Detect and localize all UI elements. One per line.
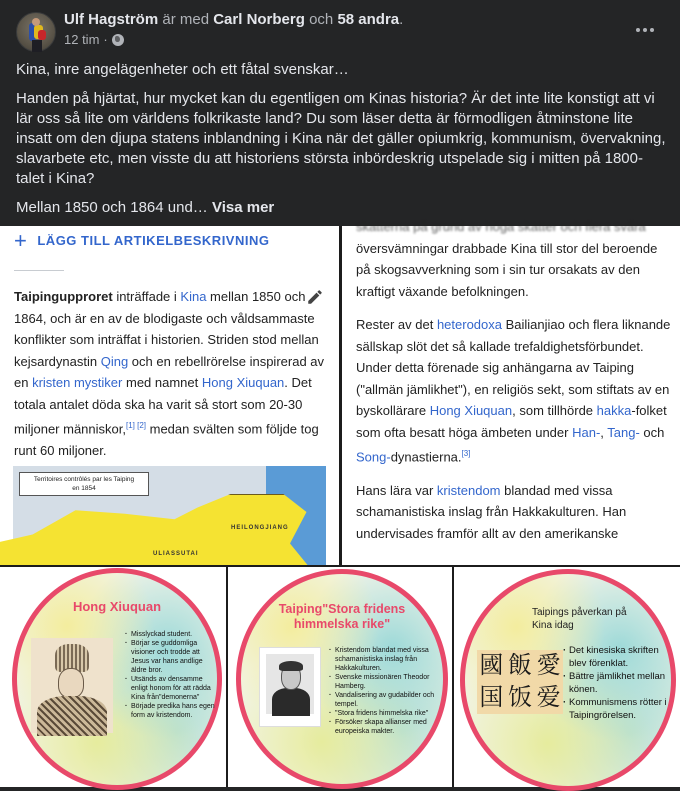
- with-text: är med: [162, 11, 210, 28]
- post-meta: [64, 32, 124, 47]
- title-line: Taiping"Stora fridens: [278, 602, 406, 616]
- article-text: [14, 286, 332, 461]
- map-label: ULIASSUTAI: [153, 551, 199, 557]
- bullet: · Kommunismens rötter i Taipingrörelsen.: [563, 696, 675, 722]
- title-line: himmelska rike": [293, 617, 391, 631]
- bullet: · Började predika hans egen form av kristendom.: [125, 702, 217, 720]
- globe-icon[interactable]: [112, 34, 124, 46]
- slide-bullets: [125, 630, 217, 720]
- dot: [650, 28, 654, 32]
- post-paragraph: Handen på hjärtat, hur mycket kan du egentligen om Kinas historia? Är det inte lite konstigt att vi lär oss så lite om världens folkrikaste land? Du som läser detta är förmodligen åtminstone lite insatt om den djupa statens inblandning i Kina när det gäller opiumkrig, kommunism, övervakning, slavarbete etc, men visste du att historiens största inbördeskrig utspelade sig i mitten på 1800-talet i Kina?: [16, 90, 666, 187]
- slide-circle: [460, 569, 676, 791]
- link-kina: Kina: [180, 289, 207, 304]
- link-song: Song-: [356, 449, 391, 465]
- slide-title: [532, 606, 627, 632]
- hanzi-simplified: 国: [479, 683, 504, 711]
- article-title-bold: Taipingupproret: [14, 289, 113, 304]
- reference: [3]: [461, 449, 471, 458]
- link-han: Han-: [572, 424, 601, 440]
- legend-line: en 1854: [72, 485, 96, 492]
- link-hong-xiuquan: Hong Xiuquan: [201, 375, 285, 390]
- text: Bailianjiao och flera liknande sällskap slöt det så kallade trefaldighetsförbundet. Under detta förenade sig anhängarna av Taiping ("allmän jämlikhet"), en religiös sekt, som stiftats av en byskollärare: [356, 317, 671, 418]
- text: Rester av det: [356, 317, 437, 332]
- plus-icon: +: [14, 227, 28, 253]
- text: medan svälten som följde tog runt 60 miljoner.: [14, 421, 319, 458]
- text: och en rebellrörelse inspirerad av en: [14, 353, 325, 390]
- see-more-link[interactable]: Visa mer: [211, 199, 275, 216]
- link-hong-xiuquan: Hong Xiuquan: [429, 403, 513, 418]
- map-label: HEILONGJIANG: [231, 525, 289, 531]
- slide-circle: [12, 568, 222, 790]
- and-text: och: [309, 11, 334, 28]
- link-hakka: hakka: [596, 403, 632, 418]
- bullet: · "Stora fridens himmelska rike": [329, 709, 447, 718]
- hanzi-traditional: 國: [479, 651, 504, 679]
- photo-wikipedia-article-2[interactable]: [342, 219, 680, 566]
- divider: [14, 270, 64, 271]
- cut-off-line: skatterna på grund av höga skatter och flera svåra: [356, 219, 646, 234]
- title-line: Kina idag: [532, 620, 574, 631]
- link-tang: Tang-: [607, 424, 640, 440]
- article-text: [356, 216, 674, 556]
- text: Hans lära var: [356, 482, 437, 498]
- slide-title: Hong Xiuquan: [72, 599, 162, 614]
- text: inträffade i: [112, 289, 181, 304]
- more-options-icon: [636, 28, 640, 32]
- hanzi-traditional: 飯: [507, 651, 532, 679]
- bullet: · Svenske missionären Theodor Hamberg.: [329, 673, 447, 691]
- bullet: · Kristendom blandat med vissa schamanistiska inslag från Hakkakulturen.: [329, 646, 447, 673]
- dot: [643, 28, 647, 32]
- legend-line: Territoires contrôlés par les Taiping: [33, 476, 135, 483]
- text: mellan 1850 och 1864, och är en av de blodigaste och våldsammaste konflikter som inträffat i historien. Striden stod mellan kejsardynastin: [14, 289, 319, 369]
- add-description-label: LÄGG TILL ARTIKELBESKRIVNING: [37, 233, 270, 248]
- link-heterodoxa: heterodoxa: [436, 317, 502, 332]
- timestamp[interactable]: 12 tim: [64, 32, 100, 47]
- hanzi-comparison: [477, 650, 563, 714]
- author-line: [64, 11, 403, 29]
- text: ,: [600, 424, 608, 440]
- link-kristen-mystiker: kristen mystiker: [32, 375, 123, 390]
- article-paragraph: översvämningar drabbade Kina till stor del beroende på skogsavverkning som i sin tur orsakats av den kraftigt växande befolkningen.: [356, 240, 658, 299]
- truncated-text: Mellan 1850 och 1864 und…: [16, 199, 208, 216]
- bullet: · Vandalisering av gudabilder och tempel.: [329, 691, 447, 709]
- map-legend: [19, 472, 149, 496]
- reference: [1] [2]: [126, 421, 147, 430]
- more-options-button[interactable]: [630, 20, 660, 40]
- hanzi-simplified: 爱: [536, 683, 561, 711]
- photo-slide-taiping[interactable]: [228, 567, 452, 787]
- meta-separator: ·: [103, 32, 108, 47]
- text: -folket som ofta besatt höga ämbeten under: [356, 403, 667, 440]
- author-name[interactable]: Ulf Hagström: [64, 11, 159, 28]
- slide-bullets: [563, 644, 675, 722]
- theodor-hamberg-portrait: [259, 647, 321, 727]
- post-text: [16, 60, 666, 227]
- article-paragraph: [356, 314, 674, 468]
- post-paragraph: Kina, inre angelägenheter och ett fåtal svenskar…: [16, 61, 349, 78]
- period: .: [399, 11, 404, 28]
- text: blandad med vissa schamanistiska inslag från Hakkakulturen. Han undervisades framför allt av den amerikanske: [356, 482, 627, 541]
- others-link[interactable]: 58 andra: [337, 11, 400, 28]
- slide-bullets: [329, 646, 447, 736]
- text: , som tillhörde: [512, 403, 597, 418]
- slide-title: [241, 602, 443, 632]
- text: . Det totala antalet döda ska ha varit så stort som 20-30 miljoner människor,: [14, 375, 312, 437]
- title-line: Taipings påverkan på: [532, 607, 627, 618]
- text: dynastierna.: [390, 449, 462, 465]
- bullet: · Försöker skapa allianser med europeiska makter.: [329, 718, 447, 736]
- photo-slide-hong-xiuquan[interactable]: [0, 567, 226, 787]
- tagged-person[interactable]: Carl Norberg: [213, 11, 305, 28]
- link-qing: Qing: [100, 353, 129, 369]
- bullet: · Utsänds av densamme enligt honom för att rädda Kina från"demonerna": [125, 675, 217, 702]
- author-avatar[interactable]: [16, 12, 56, 52]
- article-paragraph: [356, 480, 674, 545]
- taiping-territory-map: [13, 466, 326, 566]
- post-paragraph-truncated: [16, 198, 666, 218]
- bullet: · Misslyckad student.: [125, 630, 217, 639]
- bullet: · Bättre jämlikhet mellan könen.: [563, 670, 675, 696]
- bullet: · Det kinesiska skriften blev förenklat.: [563, 644, 675, 670]
- photo-slide-taiping-influence[interactable]: [454, 567, 680, 787]
- text: och: [639, 424, 665, 440]
- hanzi-traditional: 愛: [536, 651, 561, 679]
- hanzi-simplified: 饭: [507, 683, 532, 711]
- text: med namnet: [122, 375, 202, 390]
- photo-wikipedia-article-1[interactable]: [0, 226, 339, 566]
- link-kristendom: kristendom: [436, 482, 501, 498]
- slide-circle: [236, 569, 448, 789]
- hong-xiuquan-portrait: [31, 638, 113, 733]
- post-header: [0, 0, 680, 52]
- bullet: · Börjar se guddomliga visioner och trodde att Jesus var hans andlige äldre bror.: [125, 639, 217, 675]
- add-description-link: [14, 227, 270, 253]
